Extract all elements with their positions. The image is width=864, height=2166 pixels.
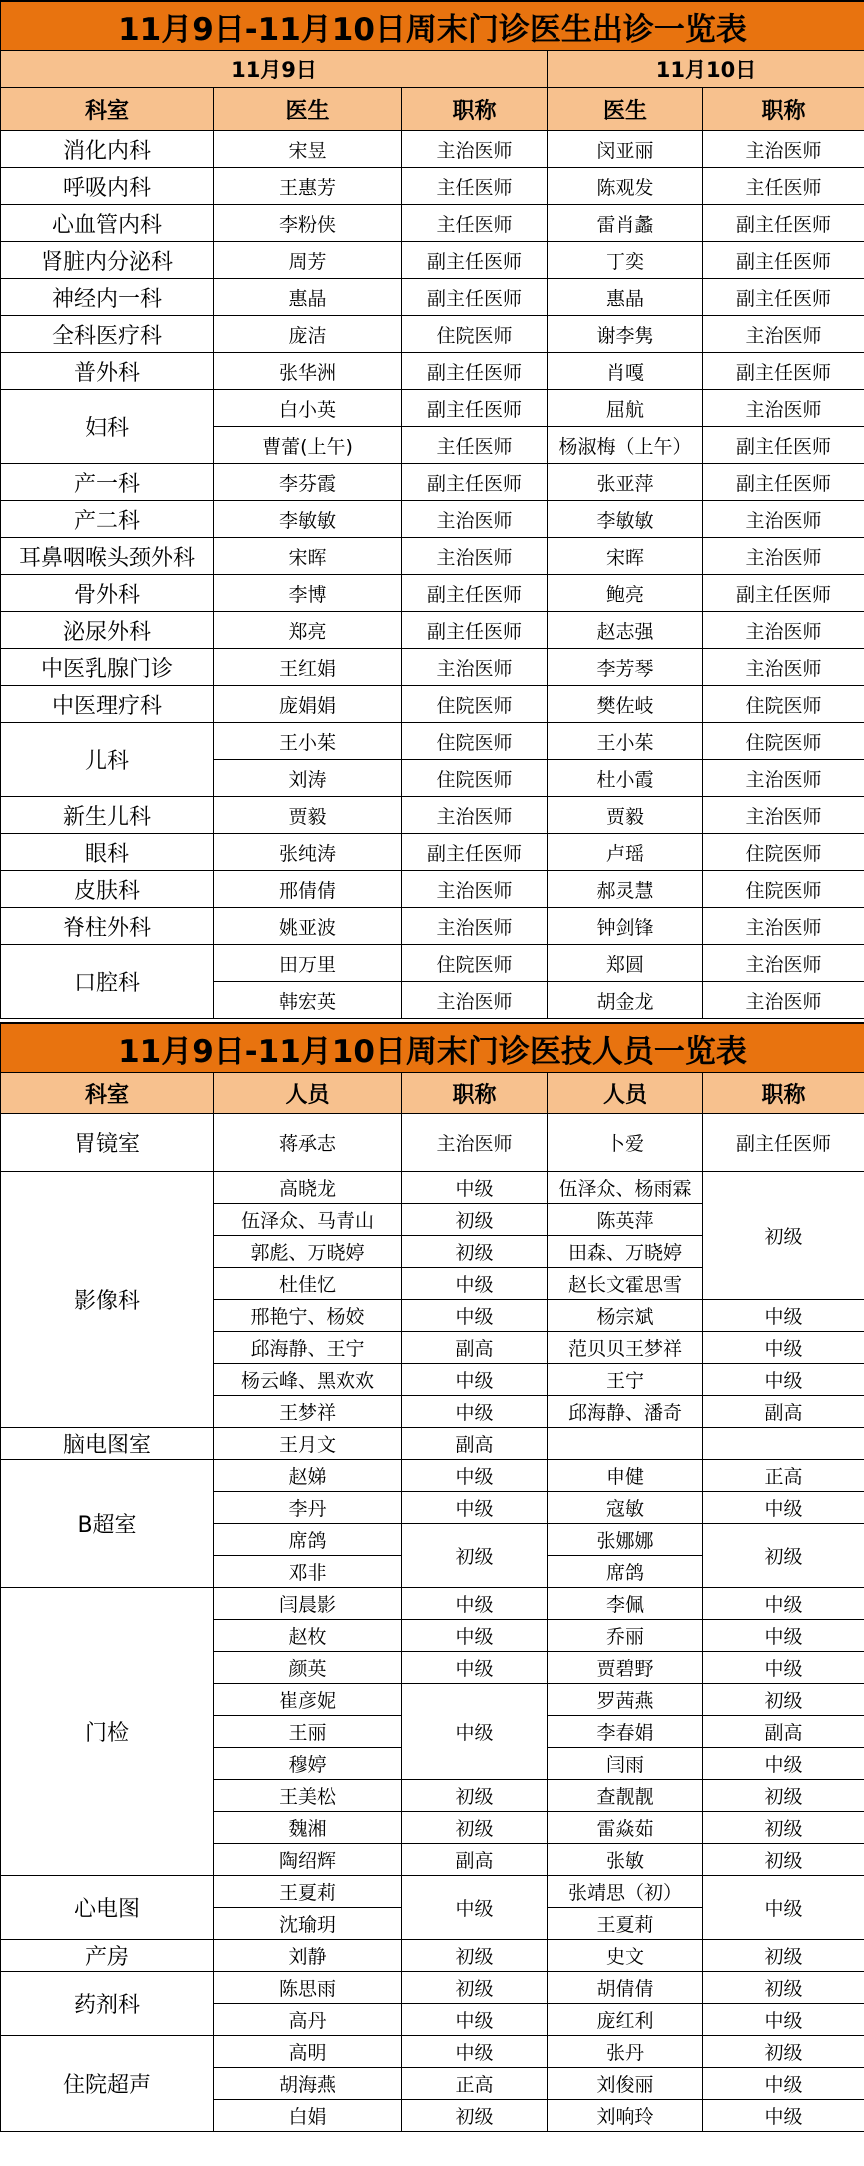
person-cell: 谢李隽: [548, 316, 703, 353]
title-cell: 初级: [703, 1844, 864, 1876]
person-cell: 屈航: [548, 390, 703, 427]
person-cell: 寇敏: [548, 1492, 703, 1524]
title-cell: 主治医师: [402, 131, 548, 168]
person-cell: 肖嘎: [548, 353, 703, 390]
person-cell: 高明: [214, 2036, 402, 2068]
column-header-doctor: 医生: [214, 88, 402, 131]
person-cell: 张纯涛: [214, 834, 402, 871]
title-cell: 主治医师: [703, 501, 864, 538]
department-cell: 中医理疗科: [1, 686, 214, 723]
table-row: [1, 649, 864, 686]
person-cell: 郭彪、万晓婷: [214, 1236, 402, 1268]
title-cell: 中级: [402, 1652, 548, 1684]
title-cell: 主治医师: [703, 945, 864, 982]
person-cell: 邢艳宁、杨姣: [214, 1300, 402, 1332]
title-cell: 主治医师: [402, 797, 548, 834]
table-row: [1, 501, 864, 538]
person-cell: 申健: [548, 1460, 703, 1492]
department-cell: 心电图: [1, 1876, 214, 1940]
table-row: [1, 205, 864, 242]
title-cell: 副主任医师: [703, 242, 864, 279]
title-cell: 中级: [402, 1364, 548, 1396]
person-cell: 陶绍辉: [214, 1844, 402, 1876]
person-cell: 闵亚丽: [548, 131, 703, 168]
department-cell: 脑电图室: [1, 1428, 214, 1460]
table-row: [1, 686, 864, 723]
person-cell: 陈英萍: [548, 1204, 703, 1236]
person-cell: [548, 1428, 703, 1460]
title-cell: 主治医师: [703, 390, 864, 427]
person-cell: 王小茱: [214, 723, 402, 760]
technician-schedule-table: [0, 1022, 864, 2132]
person-cell: 邓非: [214, 1556, 402, 1588]
table-row: [1, 538, 864, 575]
table-row: [1, 1876, 864, 1908]
title-cell: 中级: [402, 1396, 548, 1428]
title-cell: 中级: [703, 2068, 864, 2100]
doctor-table-body: [1, 131, 864, 1019]
person-cell: 刘响玲: [548, 2100, 703, 2132]
person-cell: 王宁: [548, 1364, 703, 1396]
title-cell: 中级: [703, 2100, 864, 2132]
department-cell: 产二科: [1, 501, 214, 538]
department-cell: 中医乳腺门诊: [1, 649, 214, 686]
person-cell: 李丹: [214, 1492, 402, 1524]
title-cell: 初级: [703, 1940, 864, 1972]
person-cell: 邢倩倩: [214, 871, 402, 908]
person-cell: 查靓靓: [548, 1780, 703, 1812]
department-cell: 儿科: [1, 723, 214, 797]
person-cell: 贾碧野: [548, 1652, 703, 1684]
department-cell: 泌尿外科: [1, 612, 214, 649]
title-cell: 主治医师: [703, 760, 864, 797]
title-cell: 主治医师: [402, 538, 548, 575]
column-header-department: 科室: [1, 1073, 214, 1114]
title-cell: 初级: [703, 1684, 864, 1716]
person-cell: 刘俊丽: [548, 2068, 703, 2100]
title-cell: 中级: [703, 1620, 864, 1652]
table-row: [1, 723, 864, 760]
person-cell: 邱海静、潘奇: [548, 1396, 703, 1428]
title-cell: 住院医师: [703, 686, 864, 723]
person-cell: 杨淑梅（上午）: [548, 427, 703, 464]
title-cell: 副高: [703, 1716, 864, 1748]
table-row: [1, 279, 864, 316]
title-cell: 主治医师: [402, 982, 548, 1019]
title-cell: 副主任医师: [402, 834, 548, 871]
title-cell: 主治医师: [703, 131, 864, 168]
person-cell: 王美松: [214, 1780, 402, 1812]
person-cell: 钟剑锋: [548, 908, 703, 945]
title-cell: 中级: [402, 1620, 548, 1652]
person-cell: 宋昱: [214, 131, 402, 168]
title-cell: 初级: [402, 1204, 548, 1236]
title-cell: 初级: [703, 1780, 864, 1812]
table-row: [1, 945, 864, 982]
title-cell: 中级: [402, 1172, 548, 1204]
department-cell: 消化内科: [1, 131, 214, 168]
title-cell: 主治医师: [402, 908, 548, 945]
title-cell: 中级: [402, 1588, 548, 1620]
table-row: [1, 2036, 864, 2068]
department-cell: 心血管内科: [1, 205, 214, 242]
table-row: [1, 908, 864, 945]
title-cell: 初级: [402, 1524, 548, 1588]
title-cell: 初级: [402, 1780, 548, 1812]
table-row: [1, 1940, 864, 1972]
person-cell: 田万里: [214, 945, 402, 982]
person-cell: 张丹: [548, 2036, 703, 2068]
department-cell: 门检: [1, 1588, 214, 1876]
title-cell: 主任医师: [402, 427, 548, 464]
person-cell: 赵枚: [214, 1620, 402, 1652]
title-cell: 中级: [703, 1748, 864, 1780]
title-cell: 中级: [402, 1492, 548, 1524]
title-cell: 初级: [402, 1236, 548, 1268]
title-cell: 主治医师: [703, 982, 864, 1019]
person-cell: 惠晶: [548, 279, 703, 316]
person-cell: 王夏莉: [214, 1876, 402, 1908]
person-cell: 张靖思（初）: [548, 1876, 703, 1908]
person-cell: 田森、万晓婷: [548, 1236, 703, 1268]
person-cell: 王丽: [214, 1716, 402, 1748]
person-cell: 李佩: [548, 1588, 703, 1620]
title-cell: 中级: [402, 1460, 548, 1492]
title-cell: 中级: [402, 1684, 548, 1780]
person-cell: 杜佳忆: [214, 1268, 402, 1300]
title-cell: 初级: [703, 1172, 864, 1300]
person-cell: 贾毅: [548, 797, 703, 834]
person-cell: 雷焱茹: [548, 1812, 703, 1844]
title-cell: 副高: [703, 1396, 864, 1428]
department-cell: 妇科: [1, 390, 214, 464]
person-cell: 惠晶: [214, 279, 402, 316]
title-cell: 主治医师: [402, 649, 548, 686]
person-cell: 陈思雨: [214, 1972, 402, 2004]
title-cell: 初级: [703, 2036, 864, 2068]
person-cell: 胡倩倩: [548, 1972, 703, 2004]
title-cell: 副主任医师: [402, 279, 548, 316]
person-cell: 宋晖: [548, 538, 703, 575]
title-cell: 副主任医师: [402, 390, 548, 427]
title-cell: 住院医师: [703, 723, 864, 760]
person-cell: 罗茜燕: [548, 1684, 703, 1716]
technician-table-title: 11月9日-11月10日周末门诊医技人员一览表: [1, 1023, 864, 1073]
title-cell: 中级: [703, 1876, 864, 1940]
title-cell: 住院医师: [402, 316, 548, 353]
title-cell: 初级: [402, 1812, 548, 1844]
title-cell: 中级: [703, 1492, 864, 1524]
title-cell: 主任医师: [703, 168, 864, 205]
person-cell: 沈瑜玥: [214, 1908, 402, 1940]
table-row: [1, 797, 864, 834]
person-cell: 卜爱: [548, 1114, 703, 1172]
department-cell: 口腔科: [1, 945, 214, 1019]
department-cell: 产一科: [1, 464, 214, 501]
department-cell: 骨外科: [1, 575, 214, 612]
person-cell: 白小英: [214, 390, 402, 427]
table-row: [1, 168, 864, 205]
person-cell: 范贝贝王梦祥: [548, 1332, 703, 1364]
table-row: [1, 612, 864, 649]
title-cell: 副主任医师: [402, 575, 548, 612]
person-cell: 刘静: [214, 1940, 402, 1972]
title-cell: 中级: [703, 1332, 864, 1364]
title-cell: 副主任医师: [703, 464, 864, 501]
table-row: [1, 316, 864, 353]
department-cell: 普外科: [1, 353, 214, 390]
person-cell: 魏湘: [214, 1812, 402, 1844]
person-cell: 胡海燕: [214, 2068, 402, 2100]
title-cell: 中级: [402, 2004, 548, 2036]
date-header-day2: 11月10日: [548, 51, 864, 88]
department-cell: 耳鼻咽喉头颈外科: [1, 538, 214, 575]
column-header-department: 科室: [1, 88, 214, 131]
department-cell: 眼科: [1, 834, 214, 871]
title-cell: 主任医师: [402, 205, 548, 242]
title-cell: 中级: [402, 2036, 548, 2068]
table-row: [1, 353, 864, 390]
title-cell: 初级: [402, 2100, 548, 2132]
person-cell: 闫晨影: [214, 1588, 402, 1620]
column-header-staff: 人员: [548, 1073, 703, 1114]
person-cell: 丁奕: [548, 242, 703, 279]
person-cell: 王月文: [214, 1428, 402, 1460]
person-cell: 李春娟: [548, 1716, 703, 1748]
date-header-day1: 11月9日: [1, 51, 548, 88]
person-cell: 张亚萍: [548, 464, 703, 501]
department-cell: 呼吸内科: [1, 168, 214, 205]
title-cell: 住院医师: [703, 871, 864, 908]
title-cell: 主治医师: [703, 797, 864, 834]
title-cell: 正高: [402, 2068, 548, 2100]
person-cell: 王惠芳: [214, 168, 402, 205]
title-cell: 副主任医师: [402, 612, 548, 649]
title-cell: 中级: [703, 1300, 864, 1332]
person-cell: 郑亮: [214, 612, 402, 649]
person-cell: 郑圆: [548, 945, 703, 982]
person-cell: 李敏敏: [214, 501, 402, 538]
column-header-staff: 人员: [214, 1073, 402, 1114]
person-cell: 张娜娜: [548, 1524, 703, 1556]
table-row: [1, 242, 864, 279]
person-cell: 王梦祥: [214, 1396, 402, 1428]
person-cell: 邱海静、王宁: [214, 1332, 402, 1364]
person-cell: 李芳琴: [548, 649, 703, 686]
title-cell: 中级: [703, 1364, 864, 1396]
person-cell: 曹蕾(上午): [214, 427, 402, 464]
column-header-title: 职称: [402, 1073, 548, 1114]
department-cell: 皮肤科: [1, 871, 214, 908]
title-cell: 副主任医师: [703, 427, 864, 464]
person-cell: 崔彦妮: [214, 1684, 402, 1716]
person-cell: 庞红利: [548, 2004, 703, 2036]
column-header-title: 职称: [703, 1073, 864, 1114]
title-cell: 住院医师: [402, 945, 548, 982]
table-row: [1, 1972, 864, 2004]
title-cell: 副主任医师: [402, 353, 548, 390]
table-row: [1, 131, 864, 168]
department-cell: 药剂科: [1, 1972, 214, 2036]
person-cell: 赵娣: [214, 1460, 402, 1492]
doctor-schedule-table: [0, 0, 864, 1019]
person-cell: 赵长文霍思雪: [548, 1268, 703, 1300]
person-cell: 李芬霞: [214, 464, 402, 501]
title-cell: [703, 1428, 864, 1460]
person-cell: 白娟: [214, 2100, 402, 2132]
person-cell: 刘涛: [214, 760, 402, 797]
person-cell: 赵志强: [548, 612, 703, 649]
title-cell: 副主任医师: [703, 575, 864, 612]
table-row: [1, 390, 864, 427]
title-cell: 主治医师: [703, 612, 864, 649]
title-cell: 副高: [402, 1844, 548, 1876]
title-cell: 主治医师: [703, 908, 864, 945]
doctor-table-title: 11月9日-11月10日周末门诊医生出诊一览表: [1, 1, 864, 51]
person-cell: 李博: [214, 575, 402, 612]
title-cell: 中级: [402, 1268, 548, 1300]
table-row: [1, 1588, 864, 1620]
person-cell: 伍泽众、杨雨霖: [548, 1172, 703, 1204]
department-cell: 产房: [1, 1940, 214, 1972]
person-cell: 伍泽众、马青山: [214, 1204, 402, 1236]
column-header-title: 职称: [402, 88, 548, 131]
department-cell: 脊柱外科: [1, 908, 214, 945]
department-cell: B超室: [1, 1460, 214, 1588]
table-row: [1, 575, 864, 612]
column-header-doctor: 医生: [548, 88, 703, 131]
person-cell: 李敏敏: [548, 501, 703, 538]
column-header-title: 职称: [703, 88, 864, 131]
person-cell: 杜小霞: [548, 760, 703, 797]
person-cell: 席鸽: [214, 1524, 402, 1556]
title-cell: 副主任医师: [703, 353, 864, 390]
person-cell: 张敏: [548, 1844, 703, 1876]
person-cell: 周芳: [214, 242, 402, 279]
title-cell: 副主任医师: [703, 1114, 864, 1172]
department-cell: 影像科: [1, 1172, 214, 1428]
person-cell: 穆婷: [214, 1748, 402, 1780]
title-cell: 中级: [402, 1876, 548, 1940]
person-cell: 乔丽: [548, 1620, 703, 1652]
title-cell: 主治医师: [402, 1114, 548, 1172]
person-cell: 杨云峰、黑欢欢: [214, 1364, 402, 1396]
title-cell: 正高: [703, 1460, 864, 1492]
table-row: [1, 1460, 864, 1492]
technician-table-body: [1, 1114, 864, 2132]
title-cell: 初级: [703, 1812, 864, 1844]
title-cell: 住院医师: [402, 760, 548, 797]
person-cell: 姚亚波: [214, 908, 402, 945]
title-cell: 副主任医师: [703, 279, 864, 316]
person-cell: 蒋承志: [214, 1114, 402, 1172]
person-cell: 颜英: [214, 1652, 402, 1684]
table-row: [1, 1172, 864, 1204]
title-cell: 住院医师: [402, 723, 548, 760]
title-cell: 主治医师: [402, 871, 548, 908]
title-cell: 初级: [402, 1972, 548, 2004]
person-cell: 高晓龙: [214, 1172, 402, 1204]
table-row: [1, 464, 864, 501]
title-cell: 主治医师: [703, 538, 864, 575]
department-cell: 神经内一科: [1, 279, 214, 316]
person-cell: 李粉侠: [214, 205, 402, 242]
person-cell: 雷肖蠡: [548, 205, 703, 242]
title-cell: 副高: [402, 1332, 548, 1364]
table-row: [1, 1428, 864, 1460]
title-cell: 初级: [703, 1524, 864, 1588]
title-cell: 副主任医师: [703, 205, 864, 242]
person-cell: 樊佐岐: [548, 686, 703, 723]
table-row: [1, 834, 864, 871]
title-cell: 主任医师: [402, 168, 548, 205]
title-cell: 主治医师: [703, 316, 864, 353]
department-cell: 肾脏内分泌科: [1, 242, 214, 279]
person-cell: 闫雨: [548, 1748, 703, 1780]
title-cell: 主治医师: [402, 501, 548, 538]
title-cell: 住院医师: [703, 834, 864, 871]
person-cell: 王夏莉: [548, 1908, 703, 1940]
title-cell: 副高: [402, 1428, 548, 1460]
person-cell: 张华洲: [214, 353, 402, 390]
table-row: [1, 1114, 864, 1172]
person-cell: 韩宏英: [214, 982, 402, 1019]
person-cell: 庞娟娟: [214, 686, 402, 723]
title-cell: 初级: [402, 1940, 548, 1972]
title-cell: 副主任医师: [402, 242, 548, 279]
person-cell: 卢瑶: [548, 834, 703, 871]
title-cell: 副主任医师: [402, 464, 548, 501]
person-cell: 高丹: [214, 2004, 402, 2036]
title-cell: 初级: [703, 1972, 864, 2004]
person-cell: 胡金龙: [548, 982, 703, 1019]
department-cell: 胃镜室: [1, 1114, 214, 1172]
table-row: [1, 871, 864, 908]
department-cell: 全科医疗科: [1, 316, 214, 353]
title-cell: 中级: [402, 1300, 548, 1332]
person-cell: 王红娟: [214, 649, 402, 686]
title-cell: 主治医师: [703, 649, 864, 686]
person-cell: 史文: [548, 1940, 703, 1972]
person-cell: 杨宗斌: [548, 1300, 703, 1332]
title-cell: 中级: [703, 2004, 864, 2036]
person-cell: 庞洁: [214, 316, 402, 353]
department-cell: 住院超声: [1, 2036, 214, 2132]
person-cell: 席鸽: [548, 1556, 703, 1588]
person-cell: 陈观发: [548, 168, 703, 205]
title-cell: 中级: [703, 1588, 864, 1620]
person-cell: 王小茱: [548, 723, 703, 760]
title-cell: 住院医师: [402, 686, 548, 723]
person-cell: 宋晖: [214, 538, 402, 575]
person-cell: 贾毅: [214, 797, 402, 834]
department-cell: 新生儿科: [1, 797, 214, 834]
person-cell: 郝灵慧: [548, 871, 703, 908]
title-cell: 中级: [703, 1652, 864, 1684]
person-cell: 鲍亮: [548, 575, 703, 612]
